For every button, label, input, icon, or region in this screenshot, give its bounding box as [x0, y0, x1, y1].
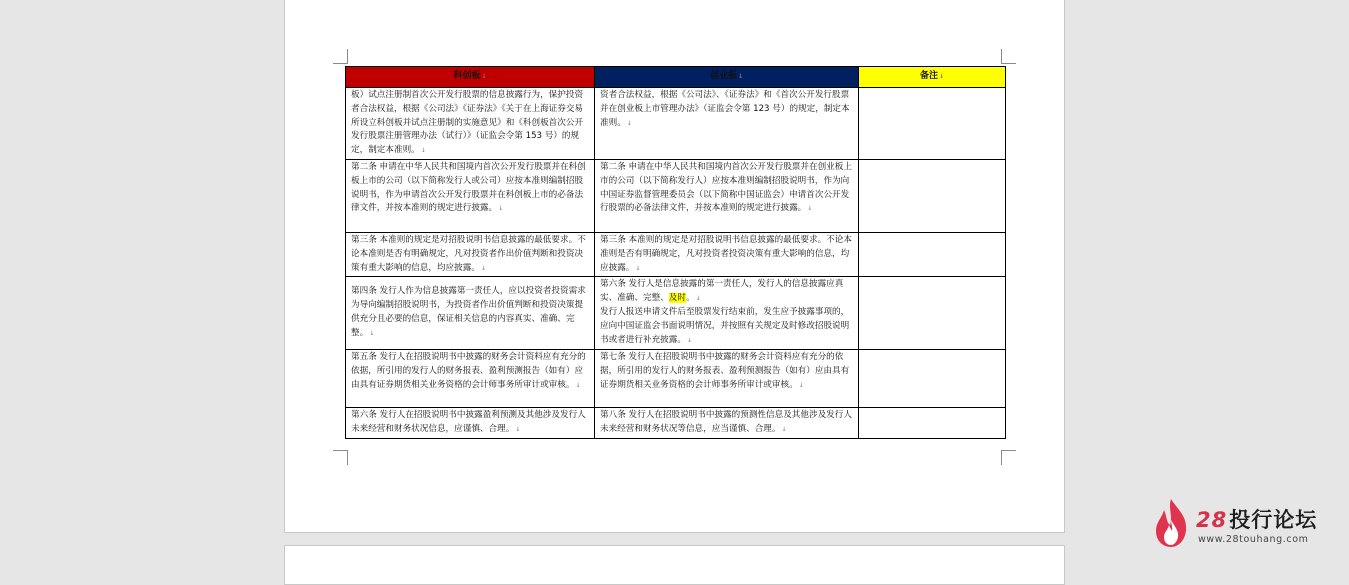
cell-kechuang[interactable]: 第六条 发行人在招股说明书中披露盈利预测及其他涉及发行人未来经营和财务状况信息，应谨慎、合理。↓ — [346, 408, 595, 439]
cell-beizhu[interactable] — [859, 277, 1006, 350]
table-row — [346, 160, 1006, 233]
cell-kechuang[interactable]: 第二条 申请在中华人民共和国境内首次公开发行股票并在科创板上市的公司（以下简称发行人或公司）应按本准则编制招股说明书，作为申请首次公开发行股票并在科创板上市的必备法律文件，并按本准则的规定进行披露。↓ — [346, 160, 595, 233]
cell-beizhu[interactable] — [859, 350, 1006, 408]
cell-chuangye[interactable]: 第三条 本准则的规定是对招股说明书信息披露的最低要求。不论本准则是否有明确规定，凡对投资者投资决策有重大影响的信息，均应披露。↓ — [595, 233, 859, 277]
flame-logo-icon — [1152, 498, 1190, 548]
cell-kechuang[interactable]: 第五条 发行人在招股说明书中披露的财务会计资料应有充分的依据，所引用的发行人的财务报表、盈利预测报告（如有）应由具有证券期货相关业务资格的会计师事务所审计或审核。↓ — [346, 350, 595, 408]
cell-chuangye[interactable]: 第六条 发行人是信息披露的第一责任人，发行人的信息披露应真实、准确、完整、及时。↓ 发行人报送申请文件后至股票发行结束前，发生应予披露事项的，应向中国证监会书面说明情况，并按照有关规定及时修改招股说明书或者进行补充披露。↓ — [595, 277, 859, 350]
crop-mark-bottom-left — [333, 450, 348, 465]
brand-logo — [1152, 496, 1332, 552]
cell-chuangye[interactable]: 第八条 发行人在招股说明书中披露的预测性信息及其他涉及发行人未来经营和财务状况等信息，应当谨慎、合理。↓ — [595, 408, 859, 439]
highlighted-text: 及时 — [668, 293, 686, 304]
crop-mark-bottom-right — [1001, 450, 1016, 465]
cell-chuangye[interactable]: 第二条 申请在中华人民共和国境内首次公开发行股票并在创业板上市的公司（以下简称发行人）应按本准则编制招股说明书，作为向中国证券监督管理委员会（以下简称中国证监会）申请首次公开发行股票的必备法律文件，并按本准则的规定进行披露。↓ — [595, 160, 859, 233]
document-page — [284, 0, 1065, 533]
table-row — [346, 233, 1006, 277]
cell-beizhu[interactable] — [859, 160, 1006, 233]
cell-beizhu[interactable] — [859, 233, 1006, 277]
header-chuangye[interactable]: 创业板↓ — [595, 67, 859, 88]
table-row — [346, 88, 1006, 160]
table-row — [346, 350, 1006, 408]
table-header-row — [346, 67, 1006, 88]
crop-mark-top-right — [1001, 49, 1016, 64]
cell-kechuang[interactable]: 板）试点注册制首次公开发行股票的信息披露行为，保护投资者合法权益，根据《公司法》《证券法》《关于在上海证券交易所设立科创板并试点注册制的实施意见》和《科创板首次公开发行股票注册管理办法（试行）》（证监会令第 153 号）的规定，制定本准则。↓ — [346, 88, 595, 160]
comparison-table[interactable] — [345, 66, 1006, 439]
next-document-page — [284, 545, 1065, 585]
crop-mark-top-left — [333, 49, 348, 64]
cell-beizhu[interactable] — [859, 88, 1006, 160]
header-beizhu[interactable]: 备注↓ — [859, 67, 1006, 88]
cell-chuangye[interactable]: 第七条 发行人在招股说明书中披露的财务会计资料应有充分的依据，所引用的发行人的财务报表、盈利预测报告（如有）应由具有证券期货相关业务资格的会计师事务所审计或审核。↓ — [595, 350, 859, 408]
header-kechuang[interactable]: 科创板↓ — [346, 67, 595, 88]
cell-beizhu[interactable] — [859, 408, 1006, 439]
brand-name: 28投行论坛 — [1196, 508, 1318, 532]
table-row — [346, 408, 1006, 439]
brand-url: www.28touhang.com — [1198, 534, 1309, 545]
cell-chuangye[interactable]: 资者合法权益，根据《公司法》、《证券法》和《首次公开发行股票并在创业板上市管理办法》（证监会令第 123 号）的规定，制定本准则。↓ — [595, 88, 859, 160]
table-row — [346, 277, 1006, 350]
cell-kechuang[interactable]: 第三条 本准则的规定是对招股说明书信息披露的最低要求。不论本准则是否有明确规定，凡对投资者作出价值判断和投资决策有重大影响的信息，均应披露。↓ — [346, 233, 595, 277]
cell-kechuang[interactable]: 第四条 发行人作为信息披露第一责任人，应以投资者投资需求为导向编制招股说明书，为投资者作出价值判断和投资决策提供充分且必要的信息，保证相关信息的内容真实、准确、完整。↓ — [346, 277, 595, 350]
